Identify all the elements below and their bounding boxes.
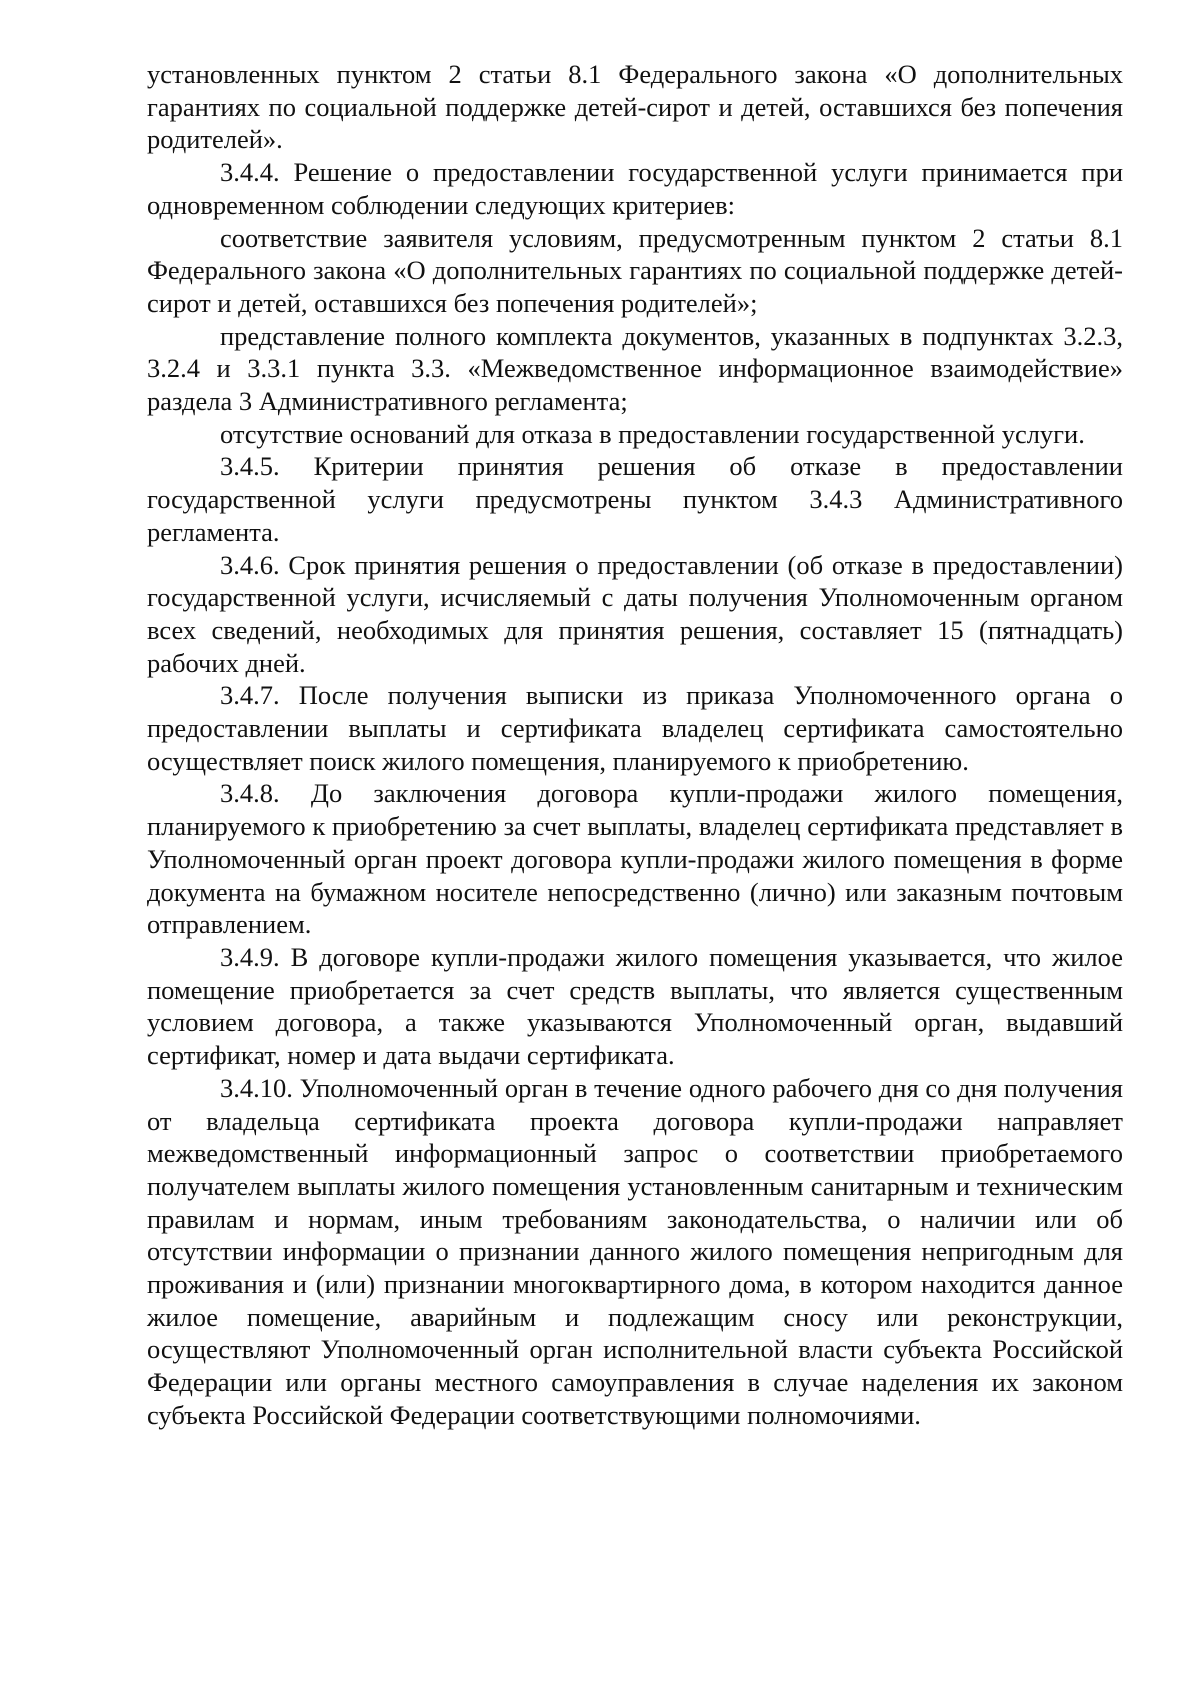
paragraph-3-4-10: 3.4.10. Уполномоченный орган в течение одного рабочего дня со дня получения от владельца сертификата проекта договора купли-продажи направляет межведомственный информационный запрос о соответствии приобретаемого получателем выплаты жилого помещения установленным санитарным и техническим правилам и нормам, иным требованиям законодательства, о наличии или об отсутствии информации о признании данного жилого помещения непригодным для проживания и (или) признании многоквартирного дома, в котором находится данное жилое помещение, аварийным и подлежащим сносу или реконструкции, осуществляют Уполномоченный орган исполнительной власти субъекта Российской Федерации или органы местного самоуправления в случае наделения их законом субъекта Российской Федерации соответствующими полномочиями. [147, 1072, 1123, 1430]
paragraph-3-4-6: 3.4.6. Срок принятия решения о предоставлении (об отказе в предоставлении) государственной услуги, исчисляемый с даты получения Уполномоченным органом всех сведений, необходимых для принятия решения, составляет 15 (пятнадцать) рабочих дней. [147, 549, 1123, 678]
paragraph-3-4-8: 3.4.8. До заключения договора купли-продажи жилого помещения, планируемого к приобретению за счет выплаты, владелец сертификата представляет в Уполномоченный орган проект договора купли-продажи жилого помещения в форме документа на бумажном носителе непосредственно (лично) или заказным почтовым отправлением. [147, 778, 1123, 940]
paragraph-3-4-7: 3.4.7. После получения выписки из приказа Уполномоченного органа о предоставлении выплаты и сертификата владелец сертификата самостоятельно осуществляет поиск жилого помещения, планируемого к приобретению. [147, 680, 1123, 776]
paragraph-criterion-documents: представление полного комплекта документов, указанных в подпунктах 3.2.3, 3.2.4 и 3.3.1 пункта 3.3. «Межведомственное информационное взаимодействие» раздела 3 Административного регламента; [147, 320, 1123, 417]
paragraph-3-4-9: 3.4.9. В договоре купли-продажи жилого помещения указывается, что жилое помещение приобретается за счет средств выплаты, что является существенным условием договора, а также указываются Уполномоченный орган, выдавший сертификат, номер и дата выдачи сертификата. [147, 941, 1123, 1071]
paragraph-criterion-no-grounds: отсутствие оснований для отказа в предоставлении государственной услуги. [220, 418, 1085, 449]
paragraph-criterion-conditions: соответствие заявителя условиям, предусмотренным пунктом 2 статьи 8.1 Федерального закона «О дополнительных гарантиях по социальной поддержке детей-сирот и детей, оставшихся без попечения родителей»; [147, 222, 1123, 318]
document-page [147, 58, 1123, 1432]
paragraph-3-4-4: 3.4.4. Решение о предоставлении государственной услуги принимается при одновременном соблюдении следующих критериев: [147, 157, 1123, 220]
paragraph-3-4-5: 3.4.5. Критерии принятия решения об отказе в предоставлении государственной услуги предусмотрены пунктом 3.4.3 Административного регламента. [147, 451, 1123, 547]
paragraph-continuation: установленных пунктом 2 статьи 8.1 Федерального закона «О дополнительных гарантиях по социальной поддержке детей-сирот и детей, оставшихся без попечения родителей». [147, 59, 1123, 155]
